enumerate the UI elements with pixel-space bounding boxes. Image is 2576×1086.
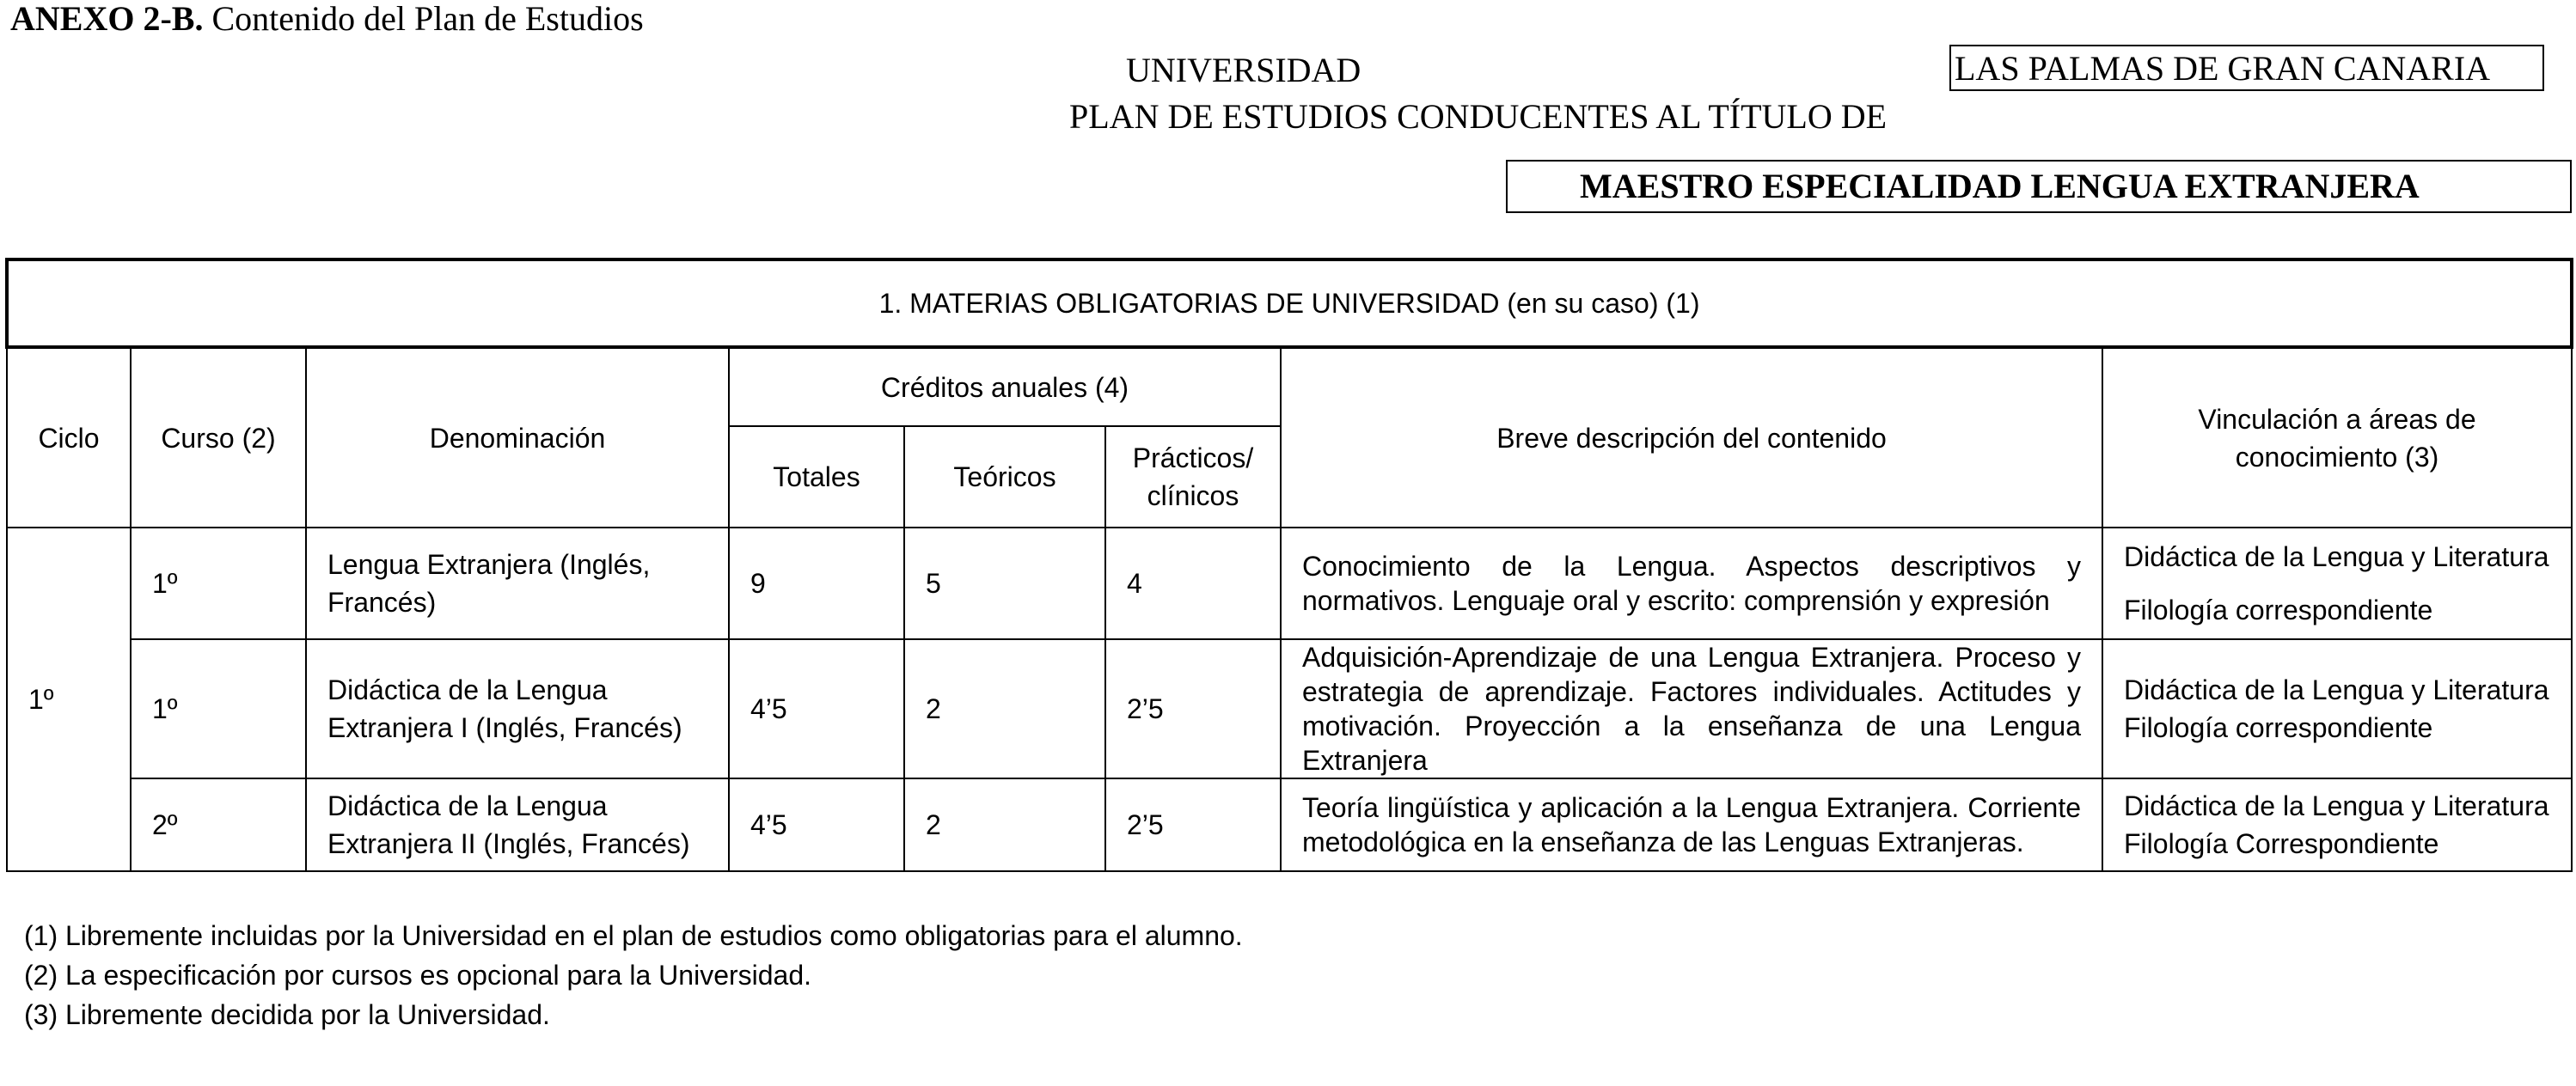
row-area-2: Filología Correspondiente [2124,828,2439,859]
row-teoricos: 2 [904,778,1105,871]
header-creditos: Créditos anuales (4) [729,347,1281,426]
header-ciclo: Ciclo [7,347,131,528]
header-totales: Totales [729,426,904,528]
university-label: UNIVERSIDAD [1126,51,1361,89]
table-row [7,778,2572,871]
header-row-1 [7,347,2572,426]
row-curso: 1º [131,639,306,778]
row-denominacion: Lengua Extranjera (Inglés, Francés) [306,528,729,639]
section-title-row [7,259,2572,347]
row-descripcion: Adquisición-Aprendizaje de una Lengua Extranjera. Proceso y estrategia de aprendizaje. Factores individuales. Actitudes y motivación. Proyección a la enseñanza de una Lengua Extranjera [1281,639,2102,778]
row-practicos: 4 [1105,528,1281,639]
footnote-1: (1) Libremente incluidas por la Universidad en el plan de estudios como obligatorias para el alumno. [24,920,1243,951]
subjects-table [5,258,2573,872]
row-curso: 2º [131,778,306,871]
row-areas [2102,639,2572,778]
row-totales: 4’5 [729,639,904,778]
degree-title-box: MAESTRO ESPECIALIDAD LENGUA EXTRANJERA [1506,160,2572,213]
footnote-2: (2) La especificación por cursos es opcional para la Universidad. [24,960,812,991]
row-teoricos: 5 [904,528,1105,639]
footnote-3: (3) Libremente decidida por la Universidad. [24,999,550,1030]
row-practicos: 2’5 [1105,639,1281,778]
plan-label: PLAN DE ESTUDIOS CONDUCENTES AL TÍTULO DE [1069,97,1888,136]
annex-description: Contenido del Plan de Estudios [203,0,644,38]
header-vinculacion: Vinculación a áreas de conocimiento (3) [2102,347,2572,528]
row-descripcion: Conocimiento de la Lengua. Aspectos descriptivos y normativos. Lenguaje oral y escrito: comprensión y expresión [1281,528,2102,639]
annex-label: ANEXO 2-B. [10,0,204,38]
row-practicos: 2’5 [1105,778,1281,871]
row-teoricos: 2 [904,639,1105,778]
row-area-1: Didáctica de la Lengua y Literatura [2124,541,2549,572]
annex-heading [10,0,644,39]
header-teoricos: Teóricos [904,426,1105,528]
row-totales: 4’5 [729,778,904,871]
ciclo-value: 1º [7,528,131,871]
row-denominacion: Didáctica de la Lengua Extranjera II (Inglés, Francés) [306,778,729,871]
section-title: 1. MATERIAS OBLIGATORIAS DE UNIVERSIDAD (en su caso) (1) [7,259,2572,347]
row-area-1: Didáctica de la Lengua y Literatura [2124,790,2549,821]
header-descripcion: Breve descripción del contenido [1281,347,2102,528]
row-descripcion: Teoría lingüística y aplicación a la Lengua Extranjera. Corriente metodológica en la enseñanza de las Lenguas Extranjeras. [1281,778,2102,871]
header-practicos: Prácticos/ clínicos [1105,426,1281,528]
university-name-box: LAS PALMAS DE GRAN CANARIA [1949,45,2544,91]
footnotes [24,916,1243,1034]
header-curso: Curso (2) [131,347,306,528]
row-areas [2102,778,2572,871]
row-area-2: Filología correspondiente [2124,595,2433,625]
row-curso: 1º [131,528,306,639]
row-totales: 9 [729,528,904,639]
table-row [7,528,2572,639]
row-area-2: Filología correspondiente [2124,712,2433,743]
row-area-1: Didáctica de la Lengua y Literatura [2124,674,2549,705]
table-row [7,639,2572,778]
row-denominacion: Didáctica de la Lengua Extranjera I (Inglés, Francés) [306,639,729,778]
header-denominacion: Denominación [306,347,729,528]
row-areas [2102,528,2572,639]
